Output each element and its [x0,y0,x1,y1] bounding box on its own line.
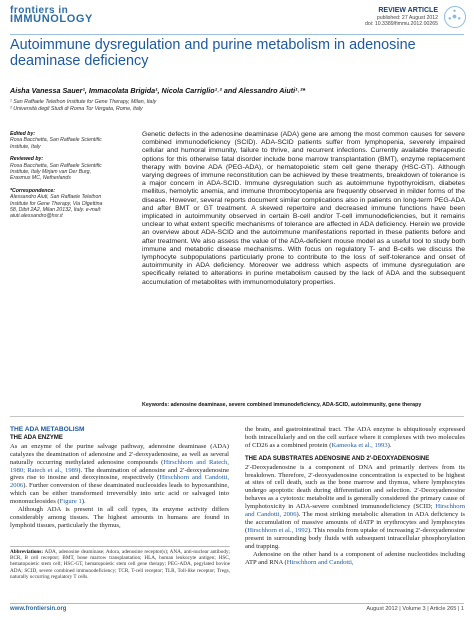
abbreviations-divider [10,546,230,547]
abbreviations-text: ADA, adenosine deaminase; Adora, adenosine receptor(s); ANA, anti-nuclear antibody; BCR, B cell receptor; BMT, bone marrow transplantation; HLA, human leukocyte antigen; HSC, hematopoietic stem cell; HSC-GT, hematopoietic stem cell gene therapy; PEG-ADA, pegylated bovine ADA; SCID, severe combined immunodeficiency; TCR, T-cell receptor; TLR, Toll-like receptor; Tregs, naturally occurring regulatory T cells. [10,549,230,580]
affiliation-2: ² Università degli Studi di Roma Tor Vergata, Rome, Italy [10,106,143,112]
issue-info: August 2012 | Volume 3 | Article 265 | 1 [366,606,464,612]
doi: doi: 10.3389/fimmu.2012.00265 [365,21,438,28]
paragraph-text: the brain, and gastrointestinal tract. The ADA enzyme is ubiquitously expressed both intracellularly and on the cell surface where it complexes with two molecules of CD26 as a combined protein ( [245,426,465,449]
citation-link[interactable]: Kameoka et al., 1993 [331,441,388,449]
section-heading: THE ADA METABOLISM [10,426,85,433]
paragraph-text: 2′-Deoxyadenosine is a component of DNA and primarily derives from its breakdown. Therefore, 2′-deoxyadenosine concentration is expected to be highest at sites of cell death, such as the bone marrow and thymus, where lymphocytes undergo apoptotic death during differentiation and selection. 2′-Deoxyadenosine behaves as a cytotoxic metabolite and is generally considered the primary cause of lymphotoxicity in ADA-severe combined immunodeficiency (SCID; [245,463,465,511]
citation-link[interactable]: Hirschhorn et al., 1992 [247,526,308,534]
paragraph [245,426,465,450]
paragraph [245,551,465,567]
subsection-heading: THE ADA SUBSTRATES ADENOSINE AND 2′-DEOXYADENOSINE [245,455,430,462]
paragraph-text: ). The deamination of adenosine and 2′-deoxyadenosine gives rise to inosine and deoxyinosine, respectively ( [10,466,229,482]
figure-link[interactable]: Figure 1 [59,498,82,506]
citation-link[interactable]: Hirschhorn and Ratech, 1980; Ratech et al., 1989 [10,458,229,474]
reviewed-by-heading: Reviewed by: [10,156,44,163]
paragraph-text: ). This results from uptake of increasing 2′-deoxyadenosine present in surrounding body fluids with subsequent intracellular phosphorylation and trapping. [245,526,465,550]
affiliation-1: ¹ San Raffaele Telethon Institute for Gene Therapy, Milan, Italy [10,99,157,105]
footer-divider [10,603,464,604]
subsection-heading: THE ADA ENZYME [10,434,63,441]
reviewed-by-value: Rosa Bacchetta, San Raffaele Scientific Institute, Italy Mirjam van Der Burg, Erasmus MC, Netherlands [10,162,102,182]
article-type: REVIEW ARTICLE [378,7,438,14]
article-meta [365,7,438,28]
paragraph [10,443,229,506]
body-column-left [10,426,229,530]
published-date: published: 27 August 2012 [376,15,438,21]
frontiers-emblem-icon [444,6,466,28]
journal-logo-line2: IMMUNOLOGY [10,13,93,25]
journal-logo-line1: frontiers in [10,5,69,16]
edited-by-heading: Edited by: [10,131,36,137]
citation-link[interactable]: Hirschhorn and Candotti, 2006 [245,503,465,519]
paragraph-text: ). The most striking metabolic alteration in ADA deficiency is the accumulation of massive amounts of dATP in erythrocytes and lymphocytes ( [245,511,465,534]
edited-by-value: Rosa Bacchetta, San Raffaele Scientific Institute, Italy [10,137,102,150]
abstract: Genetic defects in the adenosine deaminase (ADA) gene are among the most common causes for severe combined immunodeficiency (SCID). ADA-SCID patients suffer from lymphopenia, severely impaired cellular and humoral immunity, failure to thrive, and recurrent infections. Currently available therapeutic options for this otherwise fatal disorder include bone marrow transplantation (BMT), enzyme replacement therapy with bovine ADA (PEG-ADA), or hematopoietic stem cell gene therapy (HSC-GT). Although varying degrees of immune reconstitution can be achieved by these treatments, breakdown of tolerance is a major concern in ADA-SCID. Immune dysregulation such as autoimmune hypothyroidism, diabetes mellitus, hemolytic anemia, and immune thrombocytopenia are frequently observed in milder forms of the disease. However, several reports document similar complications also in patients on long-term PEG-ADA and after BMT or GT treatment. A skewed repertoire and decreased immune functions have been implicated in autoimmunity observed in certain B-cell and/or T-cell immunodeficiencies, but it remains unclear to what extent specific mechanisms of tolerance are affected in ADA deficiency. Herein we provide an overview about ADA-SCID and the autoimmune manifestations reported in these patients before and after treatment. We also assess the value of the ADA-deficient mouse model as a useful tool to study both immune and metabolic disease mechanisms. With focus on regulatory T- and B-cells we discuss the lymphocyte subpopulations particularly prone to contribute to the loss of self-tolerance and onset of autoimmunity in ADA deficiency. Moreover we address which aspects of immune dysregulation are specifically related to alterations in purine metabolism caused by the lack of ADA and the subsequent accumulation of metabolites with immunomodulatory properties. [142,131,465,286]
paragraph-text: ). [81,498,86,506]
paragraph-text: As an enzyme of the purine salvage pathway, adenosine deaminase (ADA) catalyzes the deamination of adenosine and 2′-deoxyadenosine, as well as several naturally occurring methylated adenosine compounds ( [10,442,229,466]
abbreviations [10,549,230,580]
editorial-sidebar [10,131,110,220]
abstract-divider [10,416,464,417]
paragraph: Although ADA is present in all cell types, its enzyme activity differs considerably among tissues. The highest amounts in humans are found in lymphoid tissues, particularly the thymus, [10,506,229,529]
keywords-list: adenosine deaminase, severe combined immunodeficiency, ADA-SCID, autoimmunity, gene therapy [170,402,422,408]
keywords-label: Keywords: [142,402,170,408]
paragraph-text: Adenosine on the other hand is a component of adenine nucleotides including ATP and RNA ( [245,550,465,566]
journal-url-link[interactable]: www.frontiersin.org [10,606,67,612]
paragraph-text: ). Further conversion of these deaminated nucleosides leads to hypoxanthine, which can be either transformed irreversibly into uric acid or salvaged into mononucleosides ( [10,482,229,506]
header-divider [10,34,464,35]
correspondence-heading: *Correspondence: [10,187,55,194]
keywords [142,402,465,408]
abbreviations-label: Abbreviations: [10,549,44,555]
paragraph-text: ). [387,441,392,449]
body-column-right [245,426,465,566]
correspondence-value: Alessandro Aiuti, San Raffaele Telethon Institute for Gene Therapy, Via Olgettina 58, Dibit 2A2, Milan 20132, Italy. e-mail: aiuti.alessandro@hsr.it [10,194,103,220]
journal-logo [10,6,120,24]
citation-link[interactable]: Hirschhorn and Candotti, 2006 [10,474,229,490]
author-list: Aisha Vanessa Sauer¹, Immacolata Brigida¹, Nicola Carriglio¹˒² and Alessandro Aiuti¹˒²* [10,86,306,95]
article-title: Autoimmune dysregulation and purine metabolism in adenosine deaminase deficiency [10,37,416,69]
paragraph [245,464,465,551]
citation-link[interactable]: Hirschhorn and Candotti, [286,558,354,566]
